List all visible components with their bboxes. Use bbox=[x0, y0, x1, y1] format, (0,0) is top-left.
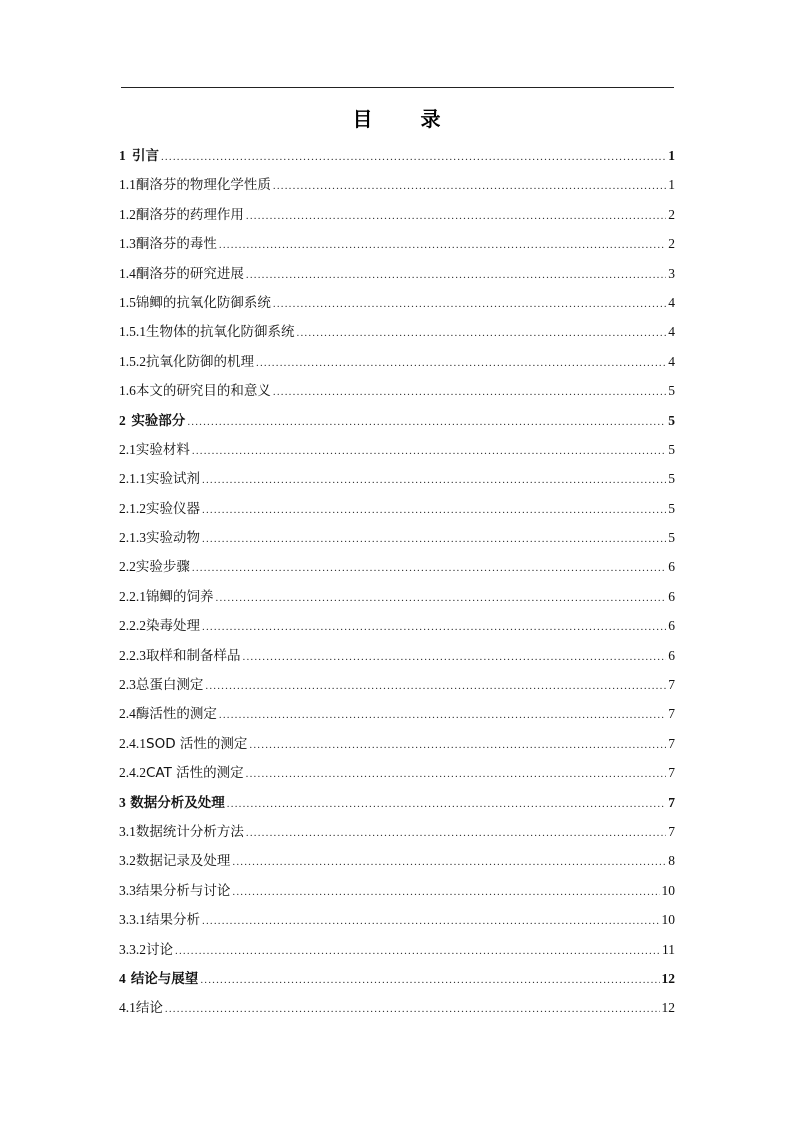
dot-leader bbox=[192, 556, 666, 580]
dot-leader bbox=[202, 498, 666, 522]
dot-leader bbox=[202, 527, 666, 551]
toc-entry-number: 3 bbox=[119, 794, 126, 810]
dot-leader bbox=[246, 263, 666, 287]
toc-entry-label: 实验仪器 bbox=[146, 500, 200, 517]
toc-entry[interactable] bbox=[119, 467, 675, 496]
toc-entry-label: 取样和制备样品 bbox=[146, 647, 241, 664]
dot-leader bbox=[165, 997, 660, 1021]
toc-entry-page: 6 bbox=[668, 588, 675, 604]
toc-entry-label: 总蛋白测定 bbox=[135, 677, 204, 694]
toc-entry-number: 2.1.1 bbox=[119, 471, 146, 487]
dot-leader bbox=[192, 439, 666, 463]
toc-entry[interactable] bbox=[119, 849, 675, 878]
toc-entry-label: CAT 活性的测定 bbox=[146, 765, 244, 782]
toc-entry-label: 实验试剂 bbox=[146, 471, 200, 488]
toc-entry-page: 5 bbox=[668, 530, 675, 546]
toc-entry-label: 酮洛芬的药理作用 bbox=[135, 206, 244, 223]
dot-leader bbox=[249, 733, 666, 757]
toc-entry[interactable] bbox=[119, 232, 675, 261]
toc-entry-number: 2.2.3 bbox=[119, 647, 146, 663]
toc-entry-label: 锦鲫的饲养 bbox=[146, 588, 214, 605]
toc-entry[interactable] bbox=[119, 320, 675, 349]
toc-entry-page: 6 bbox=[668, 647, 675, 663]
toc-entry-label: 实验材料 bbox=[135, 441, 190, 458]
toc-entry-page: 5 bbox=[668, 500, 675, 516]
toc-entry-number: 2.1.2 bbox=[119, 500, 146, 516]
toc-entry-label: 结论与展望 bbox=[130, 970, 199, 987]
dot-leader bbox=[187, 410, 666, 434]
toc-entry-page: 7 bbox=[668, 706, 675, 722]
toc-entry-number: 1.1 bbox=[119, 177, 136, 193]
dot-leader bbox=[202, 909, 660, 933]
toc-entry-number: 1.5 bbox=[119, 294, 136, 310]
toc-entry-page: 12 bbox=[661, 970, 675, 986]
toc-entry-number: 3.3.1 bbox=[119, 912, 146, 928]
toc-entry-page: 4 bbox=[668, 324, 675, 340]
dot-leader bbox=[232, 880, 659, 904]
toc-entry-page: 4 bbox=[668, 353, 675, 369]
dot-leader bbox=[256, 351, 666, 375]
toc-entry-label: 抗氧化防御的机理 bbox=[146, 353, 254, 370]
toc-entry-number: 1.4 bbox=[119, 265, 136, 281]
toc-entry-label: 结果分析 bbox=[146, 912, 200, 929]
toc-entry-number: 1 bbox=[119, 148, 126, 163]
toc-entry[interactable] bbox=[119, 203, 675, 232]
dot-leader bbox=[219, 703, 666, 727]
dot-leader bbox=[243, 645, 667, 669]
toc-entry[interactable] bbox=[119, 526, 675, 555]
toc-entry[interactable] bbox=[119, 908, 675, 937]
dot-leader bbox=[246, 204, 666, 228]
toc-entry[interactable] bbox=[119, 409, 675, 438]
toc-entry-label: 结论 bbox=[135, 1000, 163, 1017]
toc-entry-number: 3.3.2 bbox=[119, 941, 146, 957]
toc-entry-page: 6 bbox=[668, 618, 675, 634]
toc-entry[interactable] bbox=[119, 732, 675, 761]
toc-entry[interactable] bbox=[119, 644, 675, 673]
toc-entry-number: 3.1 bbox=[119, 823, 136, 839]
toc-entry-label: 酮洛芬的研究进展 bbox=[135, 265, 244, 282]
toc-entry[interactable] bbox=[119, 350, 675, 379]
toc-entry-number: 2.4.1 bbox=[119, 735, 146, 751]
toc-entry-page: 5 bbox=[668, 383, 675, 399]
toc-entry[interactable] bbox=[119, 555, 675, 584]
toc-entry-label: 实验步骤 bbox=[135, 559, 190, 576]
toc-entry-number: 2 bbox=[119, 412, 126, 428]
toc-entry-number: 1.5.2 bbox=[119, 353, 146, 369]
toc-entry-label: 酶活性的测定 bbox=[135, 706, 217, 723]
toc-entry-page: 7 bbox=[668, 765, 675, 781]
toc-entry-number: 2.2.2 bbox=[119, 618, 146, 634]
dot-leader bbox=[202, 615, 666, 639]
toc-entry-page: 3 bbox=[668, 265, 675, 281]
toc-entry-number: 2.3 bbox=[119, 677, 136, 693]
dot-leader bbox=[273, 292, 666, 316]
toc-entry-page: 10 bbox=[661, 912, 675, 928]
toc-entry-label: 引言 bbox=[131, 148, 159, 164]
toc-entry-label: 数据记录及处理 bbox=[135, 853, 231, 870]
toc-entry-number: 4.1 bbox=[119, 1000, 136, 1016]
toc-entry-label: 生物体的抗氧化防御系统 bbox=[146, 324, 295, 341]
toc-entry-label: 讨论 bbox=[146, 941, 173, 958]
toc-entry[interactable] bbox=[119, 761, 675, 790]
toc-entry-label: 数据统计分析方法 bbox=[135, 823, 244, 840]
toc-entry-number: 3.3 bbox=[119, 882, 136, 898]
toc-entry-label: 实验动物 bbox=[146, 530, 200, 547]
toc-entry-number: 4 bbox=[119, 970, 126, 986]
toc-entry-page: 7 bbox=[668, 823, 675, 839]
toc-entry-label: 结果分析与讨论 bbox=[135, 882, 231, 899]
toc-entry-page: 12 bbox=[661, 1000, 675, 1016]
toc-entry-label: 实验部分 bbox=[131, 412, 186, 429]
toc-entry-page: 2 bbox=[668, 206, 675, 222]
toc-entry-number: 3.2 bbox=[119, 853, 136, 869]
dot-leader bbox=[175, 939, 660, 963]
toc-entry-page: 10 bbox=[661, 882, 675, 898]
toc-entry-number: 1.6 bbox=[119, 383, 136, 399]
toc-entry-page: 5 bbox=[668, 412, 675, 428]
dot-leader bbox=[246, 821, 666, 845]
toc-entry[interactable] bbox=[119, 614, 675, 643]
toc-entry-page: 5 bbox=[668, 441, 675, 457]
toc-entry-page: 8 bbox=[668, 853, 675, 869]
toc-entry[interactable] bbox=[119, 438, 675, 467]
dot-leader bbox=[202, 468, 666, 492]
toc-entry[interactable] bbox=[119, 967, 675, 996]
toc-entry-number: 2.2.1 bbox=[119, 588, 146, 604]
toc-entry[interactable] bbox=[119, 702, 675, 731]
toc-entry-label: 锦鲫的抗氧化防御系统 bbox=[135, 294, 271, 311]
toc-entry[interactable] bbox=[119, 820, 675, 849]
toc-entry-page: 7 bbox=[668, 677, 675, 693]
toc-title: 目 录 bbox=[352, 107, 455, 131]
table-of-contents bbox=[119, 144, 675, 1026]
header-rule bbox=[121, 87, 674, 88]
toc-entry-page: 1 bbox=[668, 148, 675, 163]
toc-entry-page: 11 bbox=[662, 941, 675, 957]
dot-leader bbox=[219, 233, 666, 257]
dot-leader bbox=[246, 762, 667, 786]
toc-entry-page: 4 bbox=[668, 294, 675, 310]
toc-entry[interactable] bbox=[119, 173, 675, 202]
toc-entry[interactable] bbox=[119, 585, 675, 614]
toc-entry-page: 7 bbox=[668, 735, 675, 751]
toc-entry-number: 1.3 bbox=[119, 236, 136, 252]
toc-entry[interactable] bbox=[119, 879, 675, 908]
toc-entry[interactable] bbox=[119, 497, 675, 526]
toc-entry-page: 7 bbox=[668, 794, 675, 810]
toc-entry-label: 染毒处理 bbox=[146, 618, 200, 635]
toc-entry-number: 2.1 bbox=[119, 441, 136, 457]
toc-entry-page: 1 bbox=[668, 177, 675, 193]
toc-entry-label: 酮洛芬的毒性 bbox=[135, 236, 217, 253]
toc-entry[interactable] bbox=[119, 144, 675, 173]
toc-entry-page: 5 bbox=[668, 471, 675, 487]
toc-entry-label: 数据分析及处理 bbox=[130, 794, 225, 811]
toc-entry-label: 酮洛芬的物理化学性质 bbox=[135, 177, 271, 194]
toc-entry-label: SOD 活性的测定 bbox=[146, 735, 248, 752]
toc-entry[interactable] bbox=[119, 673, 675, 702]
toc-entry-page: 2 bbox=[668, 236, 675, 252]
dot-leader bbox=[200, 968, 659, 992]
dot-leader bbox=[297, 321, 667, 345]
toc-entry[interactable] bbox=[119, 938, 675, 967]
toc-entry-number: 2.1.3 bbox=[119, 530, 146, 546]
dot-leader bbox=[273, 380, 666, 404]
toc-entry[interactable] bbox=[119, 379, 675, 408]
toc-entry-number: 2.2 bbox=[119, 559, 136, 575]
dot-leader bbox=[227, 792, 666, 816]
dot-leader bbox=[216, 586, 667, 610]
toc-entry[interactable] bbox=[119, 291, 675, 320]
dot-leader bbox=[232, 850, 666, 874]
toc-entry-number: 1.5.1 bbox=[119, 324, 146, 340]
toc-entry[interactable] bbox=[119, 791, 675, 820]
toc-entry-number: 1.2 bbox=[119, 206, 136, 222]
toc-entry-number: 2.4.2 bbox=[119, 765, 146, 781]
toc-entry-page: 6 bbox=[668, 559, 675, 575]
toc-entry[interactable] bbox=[119, 996, 675, 1025]
dot-leader bbox=[161, 145, 666, 169]
dot-leader bbox=[273, 174, 666, 198]
dot-leader bbox=[205, 674, 666, 698]
toc-entry-label: 本文的研究目的和意义 bbox=[135, 383, 271, 400]
toc-entry[interactable] bbox=[119, 262, 675, 291]
toc-entry-number: 2.4 bbox=[119, 706, 136, 722]
